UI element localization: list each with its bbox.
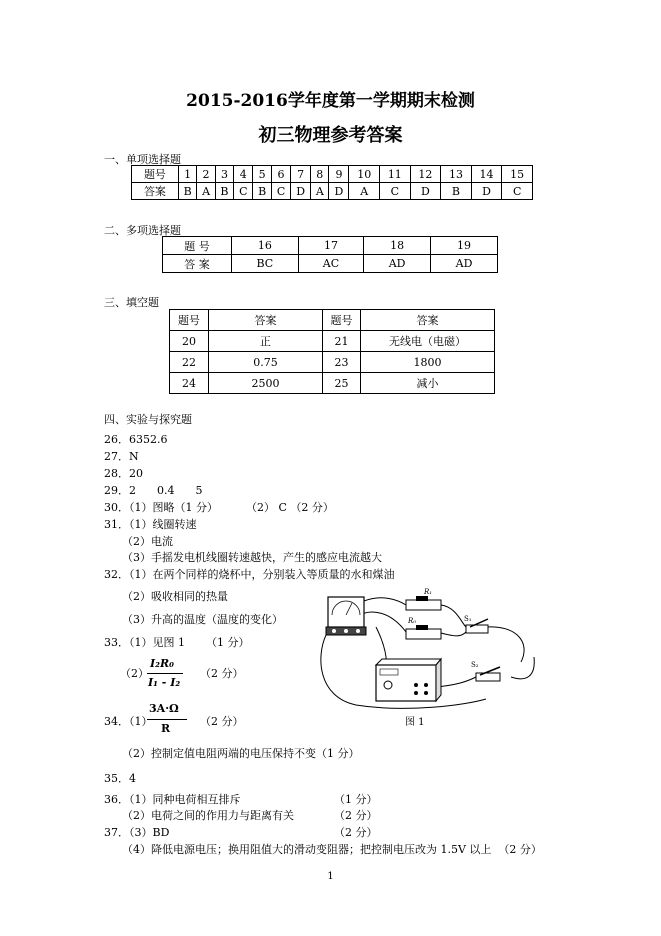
answer-29: 29．2 0.4 5 bbox=[104, 484, 203, 497]
cell-answer: 0.75 bbox=[209, 352, 323, 373]
formula-denominator: I₁ - I₂ bbox=[148, 676, 181, 689]
answer-32-1: 32．（1）在两个同样的烧杯中，分别装入等质量的水和煤油 bbox=[104, 568, 395, 581]
answer-26: 26．6352.6 bbox=[104, 433, 168, 446]
answer-36-1-score: （1 分） bbox=[334, 793, 378, 806]
cell-number: 4 bbox=[234, 166, 253, 183]
answer-33-1: 33．（1）见图 1 （1 分） bbox=[104, 636, 250, 649]
table-row bbox=[132, 166, 533, 183]
row-label: 题号 bbox=[132, 166, 179, 183]
table-row bbox=[170, 352, 495, 373]
answer-33-2-prefix: （2） bbox=[120, 667, 149, 680]
section-fill-blank: 三、填空题 bbox=[104, 296, 159, 309]
answer-36-2: （2）电荷之间的作用力与距离有关 bbox=[122, 809, 294, 822]
cell-answer: A bbox=[349, 183, 380, 200]
answer-32-2: （2）吸收相同的热量 bbox=[122, 590, 228, 603]
section-single-choice: 一、单项选择题 bbox=[104, 153, 181, 166]
label-s2: S₂ bbox=[471, 661, 479, 669]
table-row bbox=[170, 331, 495, 352]
label-r0: R₀ bbox=[408, 617, 417, 625]
cell-answer: C bbox=[271, 183, 290, 200]
fill-blank-table bbox=[169, 309, 495, 394]
table-row bbox=[163, 237, 498, 255]
row-label: 答 案 bbox=[163, 255, 232, 273]
cell-number: 20 bbox=[170, 331, 209, 352]
cell-number: 14 bbox=[471, 166, 502, 183]
cell-number: 24 bbox=[170, 373, 209, 394]
answer-37-3-score: （2 分） bbox=[334, 826, 378, 839]
document-title: 2015-2016学年度第一学期期末检测 bbox=[186, 91, 475, 111]
cell-number: 17 bbox=[298, 237, 363, 255]
table-row bbox=[163, 255, 498, 273]
table-row bbox=[170, 373, 495, 394]
cell-number: 3 bbox=[215, 166, 234, 183]
cell-number: 25 bbox=[323, 373, 361, 394]
cell-number: 8 bbox=[311, 166, 329, 183]
cell-answer: B bbox=[441, 183, 472, 200]
cell-answer: 2500 bbox=[209, 373, 323, 394]
row-label: 答案 bbox=[132, 183, 179, 200]
cell-answer: C bbox=[380, 183, 411, 200]
cell-number: 19 bbox=[431, 237, 498, 255]
cell-answer: 1800 bbox=[361, 352, 495, 373]
circuit-diagram-figure bbox=[316, 587, 544, 717]
answer-37-3: 37．（3）BD bbox=[104, 826, 170, 839]
answer-34-1-score: （2 分） bbox=[200, 715, 244, 728]
header-answer: 答案 bbox=[361, 310, 495, 331]
label-r1: R₁ bbox=[424, 588, 433, 596]
cell-answer: D bbox=[329, 183, 349, 200]
cell-number: 23 bbox=[323, 352, 361, 373]
cell-number: 16 bbox=[232, 237, 299, 255]
power-supply-icon bbox=[376, 659, 441, 701]
answer-34-1-prefix: 34．（1） bbox=[104, 715, 153, 728]
cell-number: 21 bbox=[323, 331, 361, 352]
cell-answer: B bbox=[178, 183, 197, 200]
section-experiment: 四、实验与探究题 bbox=[104, 413, 192, 426]
cell-number: 10 bbox=[349, 166, 380, 183]
page-number: 1 bbox=[327, 871, 334, 882]
answer-28: 28．20 bbox=[104, 467, 143, 480]
row-label: 题 号 bbox=[163, 237, 232, 255]
table-row bbox=[132, 183, 533, 200]
label-s1: S₁ bbox=[464, 615, 472, 623]
cell-answer: 减小 bbox=[361, 373, 495, 394]
switch-s2-icon bbox=[471, 661, 500, 681]
cell-number: 7 bbox=[291, 166, 311, 183]
formula-numerator: 3A·Ω bbox=[149, 702, 179, 715]
cell-number: 2 bbox=[197, 166, 215, 183]
figure-caption: 图 1 bbox=[405, 717, 425, 728]
cell-answer: AD bbox=[431, 255, 498, 273]
answer-35: 35．4 bbox=[104, 772, 136, 785]
answer-34-2: （2）控制定值电阻两端的电压保持不变（1 分） bbox=[122, 747, 360, 760]
cell-number: 13 bbox=[441, 166, 472, 183]
section-multi-choice: 二、多项选择题 bbox=[104, 224, 181, 237]
cell-answer: A bbox=[311, 183, 329, 200]
single-choice-table bbox=[131, 165, 533, 200]
cell-answer: B bbox=[253, 183, 272, 200]
cell-number: 12 bbox=[410, 166, 441, 183]
cell-answer: AD bbox=[364, 255, 431, 273]
answer-27: 27．N bbox=[104, 450, 139, 463]
cell-answer: D bbox=[471, 183, 502, 200]
answer-31-2: （2）电流 bbox=[122, 535, 173, 548]
cell-number: 15 bbox=[502, 166, 533, 183]
cell-answer: BC bbox=[232, 255, 299, 273]
fraction-bar bbox=[147, 673, 183, 674]
cell-answer: AC bbox=[298, 255, 363, 273]
header-number: 题号 bbox=[170, 310, 209, 331]
cell-answer: B bbox=[215, 183, 234, 200]
formula-numerator: I₂R₀ bbox=[150, 657, 174, 670]
cell-answer: C bbox=[234, 183, 253, 200]
multi-choice-table bbox=[162, 236, 498, 273]
cell-number: 9 bbox=[329, 166, 349, 183]
resistor-r0-icon bbox=[406, 617, 441, 639]
cell-number: 18 bbox=[364, 237, 431, 255]
ammeter-icon bbox=[326, 597, 366, 635]
table-header-row bbox=[170, 310, 495, 331]
switch-s1-icon bbox=[464, 615, 488, 633]
answer-31-3: （3）手摇发电机线圈转速越快，产生的感应电流越大 bbox=[122, 551, 382, 564]
formula-denominator: R bbox=[161, 722, 171, 735]
fraction-bar bbox=[147, 719, 187, 720]
cell-answer: A bbox=[197, 183, 215, 200]
cell-answer: C bbox=[502, 183, 533, 200]
cell-answer: 正 bbox=[209, 331, 323, 352]
cell-number: 22 bbox=[170, 352, 209, 373]
cell-number: 6 bbox=[271, 166, 290, 183]
header-answer: 答案 bbox=[209, 310, 323, 331]
cell-answer: D bbox=[410, 183, 441, 200]
answer-33-2-score: （2 分） bbox=[200, 667, 244, 680]
answer-31-1: 31．（1）线圈转速 bbox=[104, 518, 197, 531]
document-subtitle: 初三物理参考答案 bbox=[258, 125, 403, 146]
answer-32-3: （3）升高的温度（温度的变化） bbox=[122, 613, 283, 626]
cell-answer: D bbox=[291, 183, 311, 200]
cell-number: 11 bbox=[380, 166, 411, 183]
answer-36-2-score: （2 分） bbox=[334, 809, 378, 822]
answer-30: 30．（1）图略（1 分） （2） C （2 分） bbox=[104, 501, 334, 514]
header-number: 题号 bbox=[323, 310, 361, 331]
cell-answer: 无线电（电磁） bbox=[361, 331, 495, 352]
answer-37-4: （4）降低电源电压；换用阻值大的滑动变阻器；把控制电压改为 1.5V 以上 （2 分） bbox=[122, 843, 542, 856]
resistor-r1-icon bbox=[406, 588, 441, 610]
answer-36-1: 36．（1）同种电荷相互排斥 bbox=[104, 793, 241, 806]
cell-number: 1 bbox=[178, 166, 197, 183]
cell-number: 5 bbox=[253, 166, 272, 183]
